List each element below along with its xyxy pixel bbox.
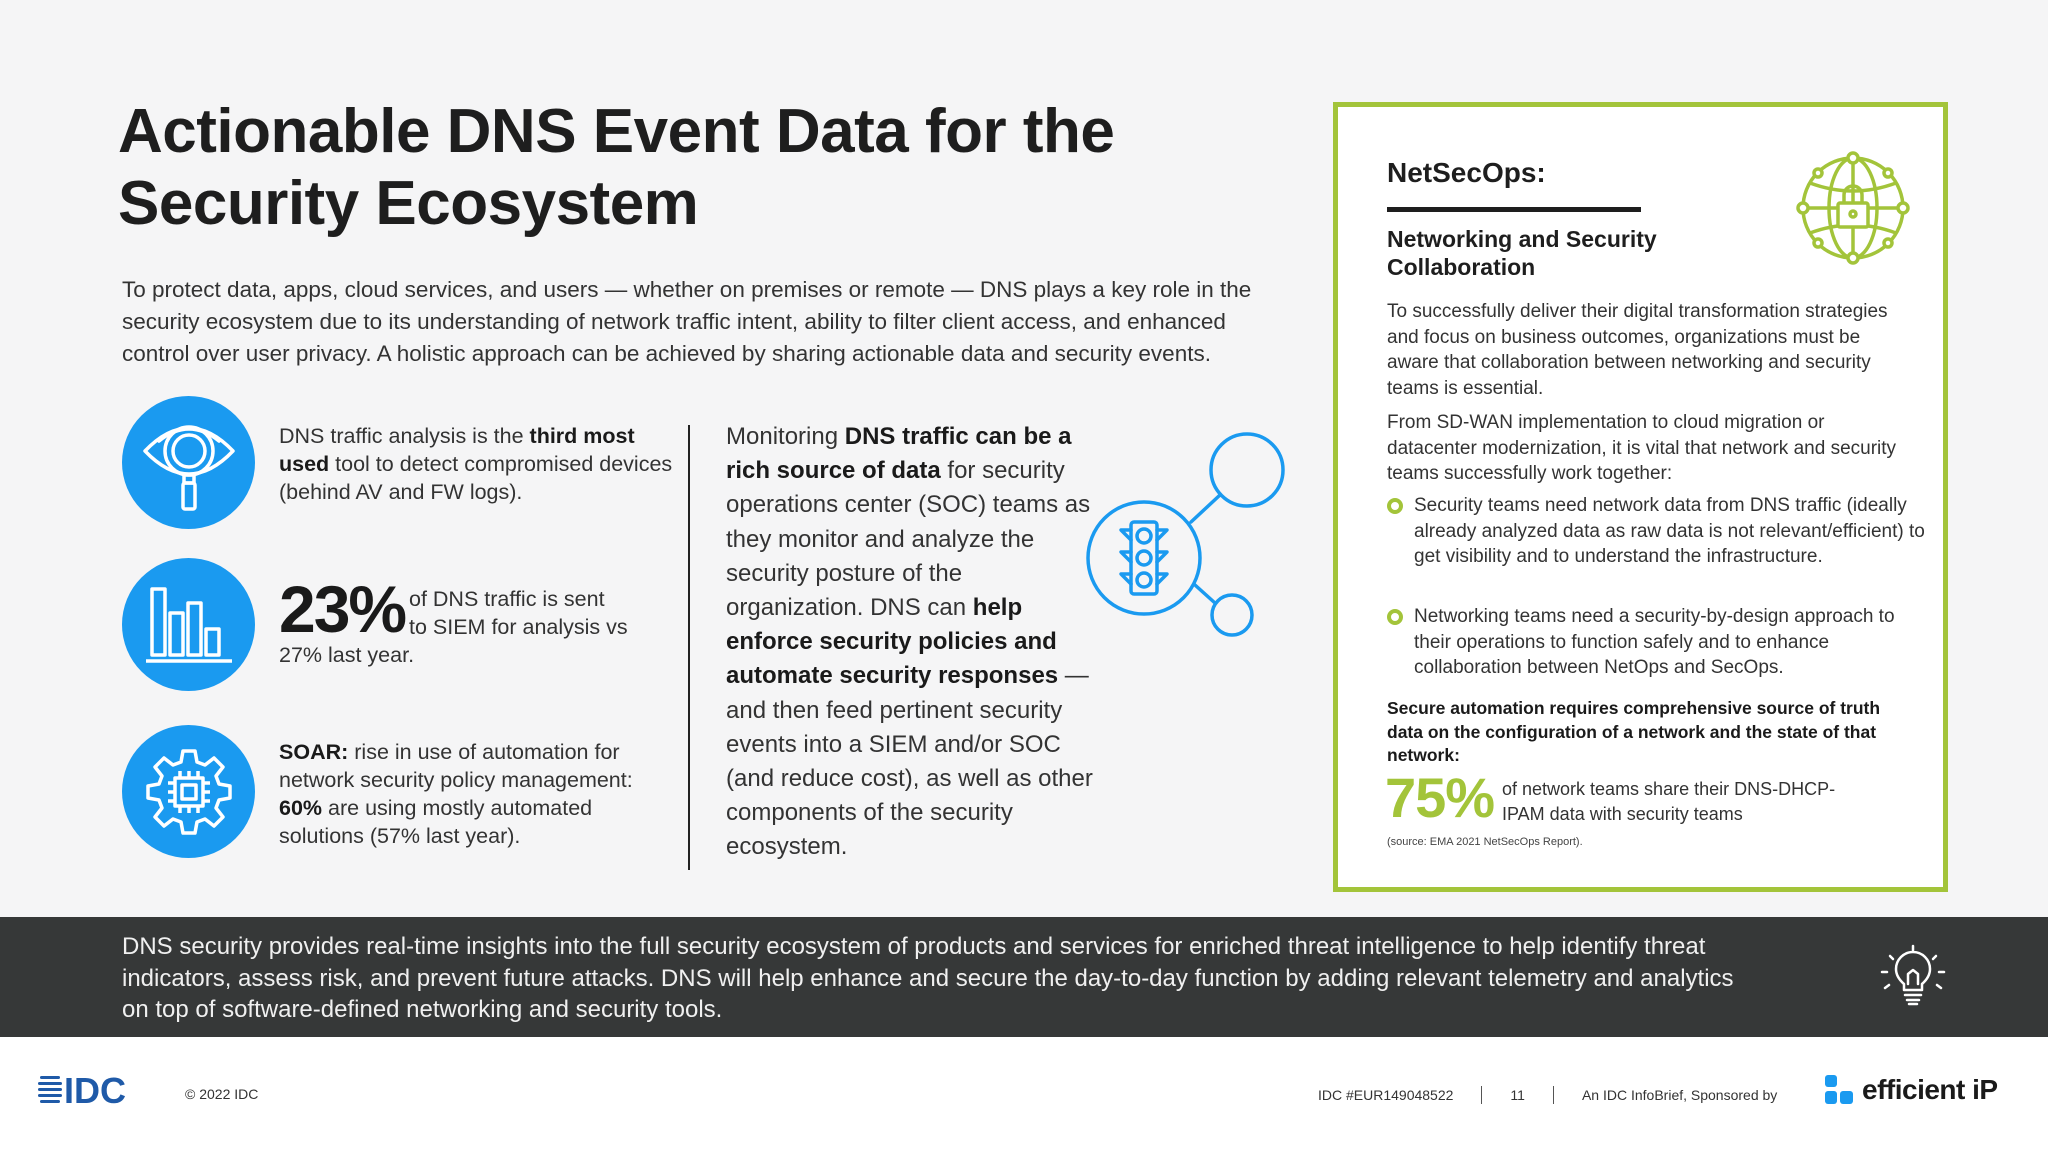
traffic-light-network-icon (1085, 430, 1290, 645)
eye-magnifier-icon (122, 396, 255, 529)
sponsor-text: An IDC InfoBrief, Sponsored by (1581, 1087, 1778, 1103)
svg-text:IDC: IDC (64, 1072, 126, 1106)
gear-chip-icon (122, 725, 255, 858)
bar-chart-icon (122, 558, 255, 691)
globe-lock-icon (1794, 149, 1912, 267)
page-number: 11 (1510, 1087, 1525, 1103)
callout-paragraph-2: From SD-WAN implementation to cloud migration or datacenter modernization, it is vital that network and security teams successfully work together: (1387, 412, 1897, 484)
bullet-dot-icon (1387, 498, 1403, 514)
callout-subtitle: Networking and Security Collaboration (1387, 226, 1657, 280)
list-item: Networking teams need a security-by-design approach to their operations to function safely and to enhance collaboration between NetOps and SecOps. (1387, 604, 1927, 681)
summary-banner (0, 917, 2048, 1037)
footer-meta (1318, 1086, 1777, 1104)
bullet-dot-icon (1387, 609, 1403, 625)
intro-paragraph: To protect data, apps, cloud services, and users — whether on premises or remote — DNS plays a key role in the security ecosystem due to its understanding of network traffic intent, ability to filter client access, and enhanced control over user privacy. A holistic approach can be achieved by sharing actionable data and security events. (122, 277, 1252, 366)
netsecops-callout (1333, 102, 1948, 892)
idc-logo (38, 1072, 148, 1106)
efficientip-mark-icon (1824, 1074, 1854, 1106)
footer-separator (1553, 1086, 1554, 1104)
page-title: Actionable DNS Event Data for the Security Ecosystem (118, 97, 1115, 238)
stat-23-percent: 23% (279, 572, 406, 646)
stat-75-description: of network teams share their DNS-DHCP-IPAM data with security teams (1502, 779, 1836, 824)
efficientip-logo: efficient iP (1824, 1074, 1998, 1106)
stat-dns-traffic-siem: 23% of DNS traffic is sent to SIEM for analysis vs 27% last year. (122, 558, 682, 692)
page-footer (0, 1037, 2048, 1152)
callout-paragraph-1: To successfully deliver their digital transformation strategies and focus on business outcomes, organizations must be aware that collaboration between networking and security teams is essential. (1387, 301, 1888, 399)
stat-dns-traffic-analysis: DNS traffic analysis is the third most used tool to detect compromised devices (behind AV and FW logs). (122, 396, 682, 530)
stat-75-percent: 75% (1385, 766, 1495, 829)
banner-text: DNS security provides real-time insights into the full security ecosystem of products and services for enriched threat intelligence to help identify threat indicators, assess risk, and prevent future attacks. DNS will help enhance and secure the day-to-day function by adding relevant telemetry and analytics on top of software-defined networking and security tools. (122, 933, 1734, 1023)
footer-separator (1481, 1086, 1482, 1104)
stat-soar: SOAR: rise in use of automation for network security policy management: 60% are using mostly automated solutions (57% last year). (122, 725, 682, 859)
source-note: (source: EMA 2021 NetSecOps Report). (1387, 836, 1583, 848)
list-item: Security teams need network data from DNS traffic (ideally already analyzed data as raw data is not relevant/efficient) to get visibility and to understand the infrastructure. (1387, 493, 1927, 570)
vertical-divider (688, 425, 690, 870)
callout-bold-statement: Secure automation requires comprehensive source of truth data on the configuration of a network and the state of that network: (1387, 698, 1881, 765)
document-id: IDC #EUR149048522 (1318, 1087, 1454, 1103)
callout-title: NetSecOps: (1387, 157, 1546, 188)
lightbulb-icon (1880, 944, 1946, 1010)
copyright: © 2022 IDC (185, 1086, 259, 1102)
monitoring-paragraph: Monitoring DNS traffic can be a rich source of data for security operations center (SOC) teams as they monitor and analyze the security posture of the organization. DNS can help enforce security policies and automate security responses — and then feed pertinent security events into a SIEM and/or SOC (and reduce cost), as well as other components of the security ecosystem. (726, 423, 1093, 861)
callout-title-underline (1387, 207, 1641, 212)
